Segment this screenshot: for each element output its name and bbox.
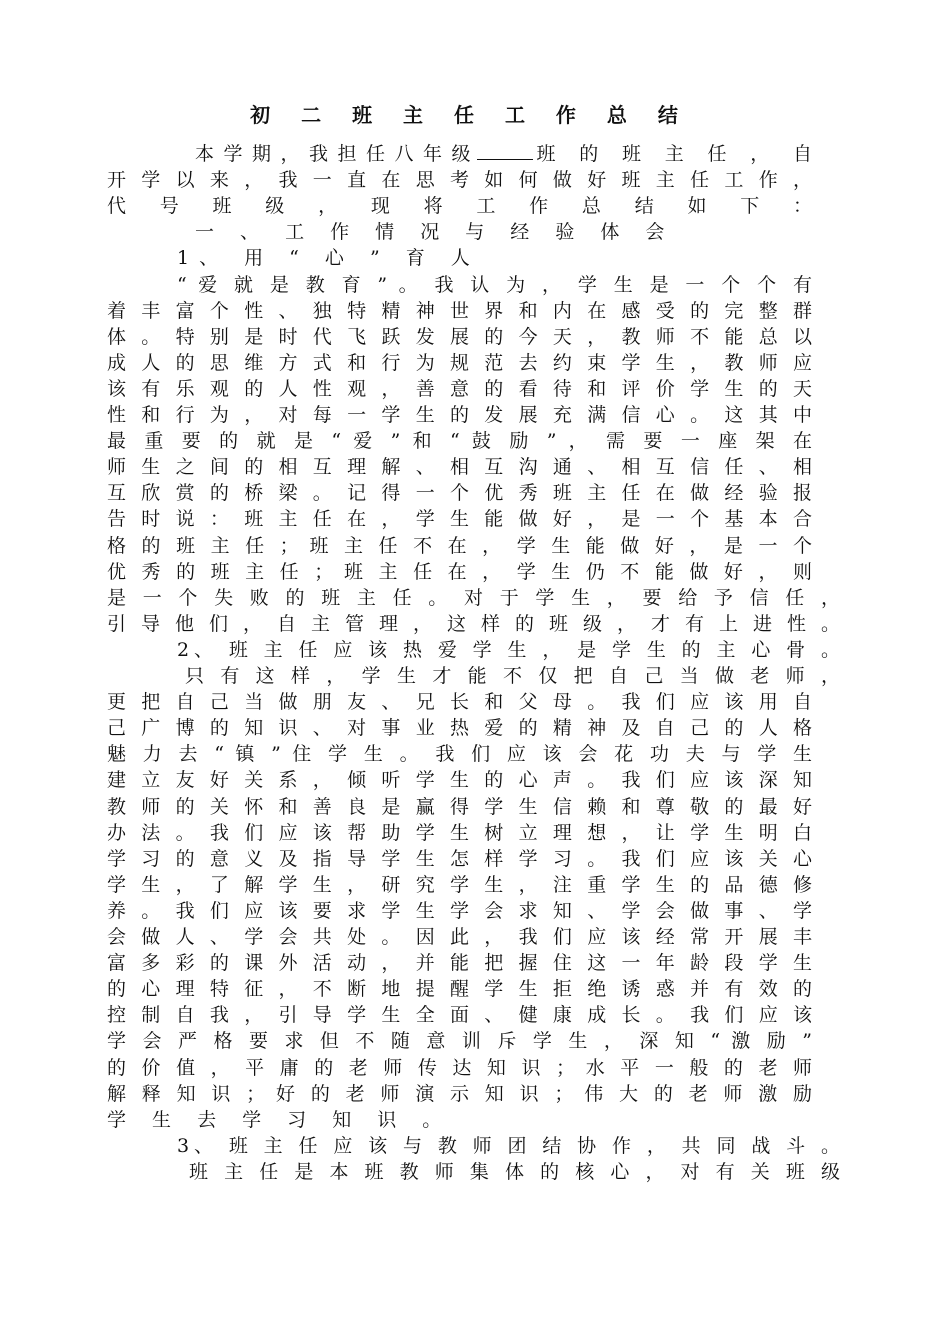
text-line: 引 导 他 们 ， 自 主 管 理 ， 这 样 的 班 级 ， 才 有 上 进 性 。	[107, 612, 840, 635]
text-line: 只 有 这 样 ， 学 生 才 能 不 仅 把 自 己 当 做 老 师 ，	[185, 665, 840, 687]
text-line: 2、 班 主 任 应 该 热 爱 学 生 ， 是 学 生 的 主 心 骨 。	[177, 638, 840, 661]
text-line: 性 和 行 为 ， 对 每 一 学 生 的 发 展 充 满 信 心 。 这 其 中	[107, 404, 812, 426]
blank-underline	[477, 141, 533, 160]
text-line: 该 有 乐 观 的 人 性 观 ， 善 意 的 看 待 和 评 价 学 生 的 天	[107, 377, 812, 400]
text-line: 互 欣 赏 的 桥 梁 。 记 得 一 个 优 秀 班 主 任 在 做 经 验 报	[107, 482, 812, 505]
text-segment: 班 的 班 主 任 ， 自	[536, 143, 812, 165]
text-line: 更 把 自 己 当 做 朋 友 、 兄 长 和 父 母 。 我 们 应 该 用 自	[107, 691, 812, 714]
text-line: 师 生 之 间 的 相 互 理 解 、 相 互 沟 通 、 相 互 信 任 、 相	[107, 456, 812, 479]
text-line: 1、 用 “ 心 ” 育 人	[177, 247, 480, 270]
text-line	[195, 141, 812, 167]
text-line: 魅 力 去 “ 镇 ” 住 学 生 。 我 们 应 该 会 花 功 夫 与 学 生	[107, 743, 812, 766]
text-line: 告 时 说 ： 班 主 任 在 ， 学 生 能 做 好 ， 是 一 个 基 本 合	[107, 508, 812, 531]
text-segment: 本 学 期 ， 我 担 任 八 年 级	[195, 143, 471, 165]
text-line: 学 习 的 意 义 及 指 导 学 生 怎 样 学 习 。 我 们 应 该 关 心	[107, 847, 812, 870]
text-line: 格 的 班 主 任 ； 班 主 任 不 在 ， 学 生 能 做 好 ， 是 一 个	[107, 534, 812, 557]
text-line: 教 师 的 关 怀 和 善 良 是 赢 得 学 生 信 赖 和 尊 敬 的 最 好	[107, 795, 812, 818]
text-line: 是 一 个 失 败 的 班 主 任 。 对 于 学 生 ， 要 给 予 信 任 ，	[107, 586, 840, 609]
text-line: 班 主 任 是 本 班 教 师 集 体 的 核 心 ， 对 有 关 班 级	[189, 1160, 840, 1183]
text-line: 建 立 友 好 关 系 ， 倾 听 学 生 的 心 声 。 我 们 应 该 深 知	[107, 769, 812, 792]
text-line: 开 学 以 来 ， 我 一 直 在 思 考 如 何 做 好 班 主 任 工 作 ，	[107, 169, 812, 192]
text-line: 最 重 要 的 就 是 “ 爱 ” 和 “ 鼓 励 ” ， 需 要 一 座 架 在	[107, 430, 812, 453]
text-line: 代 号 班 级 ， 现 将 工 作 总 结 如 下 ：	[107, 195, 812, 218]
text-line: 的 价 值 ， 平 庸 的 老 师 传 达 知 识 ； 水 平 一 般 的 老 师	[107, 1056, 812, 1079]
text-line: 办 法 。 我 们 应 该 帮 助 学 生 树 立 理 想 ， 让 学 生 明 白	[107, 821, 812, 844]
text-line: “ 爱 就 是 教 育 ” 。 我 认 为 ， 学 生 是 一 个 个 有	[177, 273, 812, 296]
text-line: 控 制 自 我 ， 引 导 学 生 全 面 、 健 康 成 长 。 我 们 应 该	[107, 1004, 812, 1027]
text-line: 体 。 特 别 是 时 代 飞 跃 发 展 的 今 天 ， 教 师 不 能 总 以	[107, 325, 812, 348]
text-line: 会 做 人 、 学 会 共 处 。 因 此 ， 我 们 应 该 经 常 开 展 丰	[107, 926, 812, 948]
text-line: 己 广 博 的 知 识 、 对 事 业 热 爱 的 精 神 及 自 己 的 人 格	[107, 717, 812, 740]
text-line: 学 会 严 格 要 求 但 不 随 意 训 斥 学 生 ， 深 知 “ 激 励 ”	[107, 1030, 812, 1053]
text-line: 优 秀 的 班 主 任 ； 班 主 任 在 ， 学 生 仍 不 能 做 好 ， 则	[107, 560, 812, 583]
text-line: 3、 班 主 任 应 该 与 教 师 团 结 协 作 ， 共 同 战 斗 。	[177, 1134, 840, 1157]
text-line: 学 生 去 学 习 知 识 。	[107, 1108, 452, 1131]
text-line: 学 生 ， 了 解 学 生 ， 研 究 学 生 ， 注 重 学 生 的 品 德 修	[107, 873, 812, 896]
text-line: 着 丰 富 个 性 、 独 特 精 神 世 界 和 内 在 感 受 的 完 整 群	[107, 299, 812, 322]
text-line: 的 心 理 特 征 ， 不 断 地 提 醒 学 生 拒 绝 诱 惑 并 有 效 的	[107, 978, 812, 1001]
text-line: 富 多 彩 的 课 外 活 动 ， 并 能 把 握 住 这 一 年 龄 段 学 生	[107, 952, 812, 975]
text-line: 一 、 工 作 情 况 与 经 验 体 会	[195, 221, 675, 244]
text-line: 成 人 的 思 维 方 式 和 行 为 规 范 去 约 束 学 生 ， 教 师 应	[107, 351, 812, 374]
text-line: 解 释 知 识 ； 好 的 老 师 演 示 知 识 ； 伟 大 的 老 师 激 励	[107, 1082, 812, 1105]
text-line: 养 。 我 们 应 该 要 求 学 生 学 会 求 知 、 学 会 做 事 、 学	[107, 899, 812, 922]
document-title: 初 二 班 主 任 工 作 总 结	[250, 103, 690, 127]
